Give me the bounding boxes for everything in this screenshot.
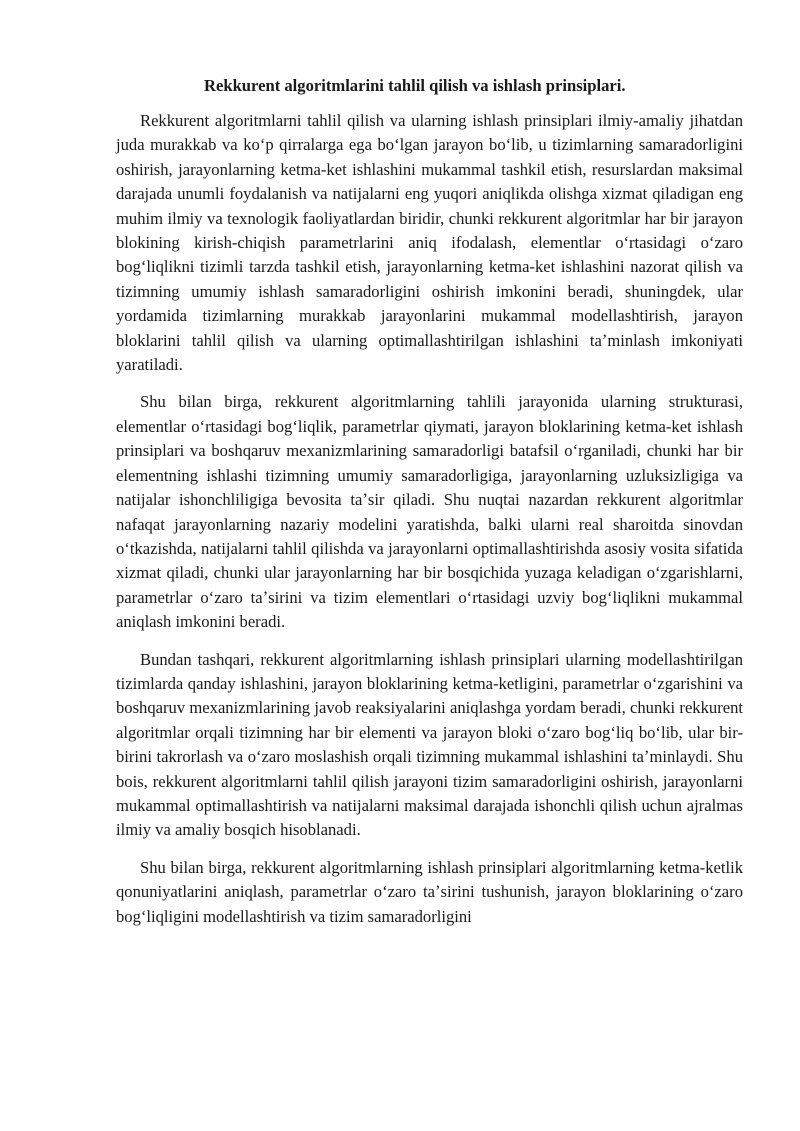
paragraph-2: Shu bilan birga, rekkurent algoritmlarning tahlili jarayonida ularning strukturasi, elementlar oʻrtasidagi bogʻliqlik, parametrlar qiymati, jarayon bloklarining ketma-ket ishlash prinsiplari va boshqaruv mexanizmlarining samaradorligi batafsil oʻrganiladi, chunki har bir elementning ishlashi tizimning umumiy samaradorligiga, jarayonlarning uzluksizligiga va natijalar ishonchliligiga bevosita taʼsir qiladi. Shu nuqtai nazardan rekkurent algoritmlar nafaqat jarayonlarning nazariy modelini yaratishda, balki ularni real sharoitda sinovdan oʻtkazishda, natijalarni tahlil qilishda va jarayonlarni optimallashtirishda asosiy vosita sifatida xizmat qiladi, chunki ular jarayonlarning har bir bosqichida yuzaga keladigan oʻzgarishlarni, parametrlar oʻzaro taʼsirini va tizim elementlari oʻrtasidagi uzviy bogʻliqlikni mukammal aniqlash imkonini beradi.	[116, 392, 743, 632]
paragraph-3: Bundan tashqari, rekkurent algoritmlarning ishlash prinsiplari ularning modellashtirilgan tizimlarda qanday ishlashini, jarayon bloklarining ketma-ketligini, parametrlar oʻzgarishini va boshqaruv mexanizmlarining javob reaksiyalarini aniqlashga yordam beradi, chunki rekkurent algoritmlar orqali tizimning har bir elementi va jarayon bloki oʻzaro bogʻliq boʻlib, ular bir-birini takrorlash va oʻzaro moslashish orqali tizimning mukammal ishlashini taʼminlaydi. Shu bois, rekkurent algoritmlarni tahlil qilish jarayoni tizim samaradorligini oshirish, jarayonlarni mukammal optimallashtirish va natijalarni maksimal darajada ishonchli qilish uchun ajralmas ilmiy va amaliy bosqich hisoblanadi.	[116, 649, 743, 840]
document-body	[116, 74, 743, 942]
document-title: Rekkurent algoritmlarini tahlil qilish va ishlash prinsiplari.	[204, 76, 626, 95]
paragraph-4: Shu bilan birga, rekkurent algoritmlarning ishlash prinsiplari algoritmlarning ketma-ketlik qonuniyatlarini aniqlash, parametrlar oʻzaro taʼsirini tushunish, jarayon bloklarining oʻzaro bogʻliqligini modellashtirish va tizim samaradorligini	[116, 857, 743, 926]
paragraph-1: Rekkurent algoritmlarni tahlil qilish va ularning ishlash prinsiplari ilmiy-amaliy jihatdan juda murakkab va koʻp qirralarga ega boʻlgan jarayon boʻlib, u tizimlarning samaradorligini oshirish, jarayonlarning ketma-ket ishlashini mukammal tashkil etish, resurslardan maksimal darajada unumli foydalanish va natijalarni eng yuqori aniqlikda olishga xizmat qiladigan eng muhim ilmiy va texnologik faoliyatlardan biridir, chunki rekkurent algoritmlar har bir jarayon blokining kirish-chiqish parametrlarini aniq ifodalash, elementlar oʻrtasidagi oʻzaro bogʻliqlikni tizimli tarzda tashkil etish, jarayonlarning ketma-ket ishlashini nazorat qilish va tizimning umumiy ishlash samaradorligini oshirish imkonini beradi, shuningdek, ular yordamida tizimlarning murakkab jarayonlarini mukammal modellashtirish, jarayon bloklarini tahlil qilish va ularning optimallashtirilgan ishlashini taʼminlash imkoniyati yaratiladi.	[116, 111, 743, 375]
